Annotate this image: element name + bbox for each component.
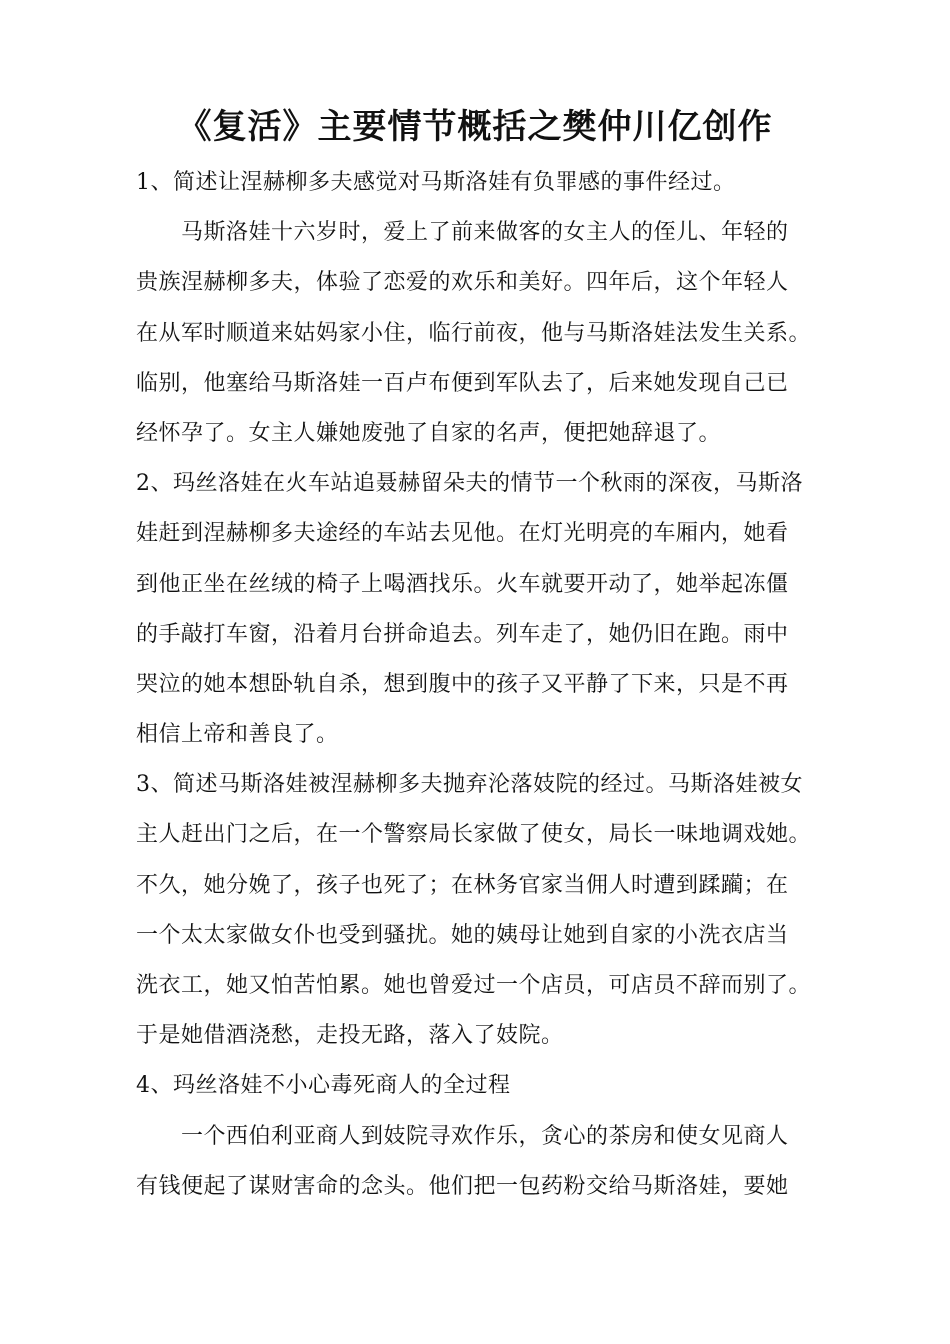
text-line: 马斯洛娃十六岁时，爱上了前来做客的女主人的侄儿、年轻的 (181, 220, 789, 246)
text-line: 主人赶出门之后，在一个警察局长家做了使女，局长一味地调戏她。 (136, 822, 812, 848)
text-line: 哭泣的她本想卧轨自杀，想到腹中的孩子又平静了下来，只是不再 (136, 671, 789, 697)
text-line: 一个太太家做女仆也受到骚扰。她的姨母让她到自家的小洗衣店当 (136, 922, 789, 948)
text-line: 经怀孕了。女主人嫌她废弛了自家的名声，便把她辞退了。 (136, 420, 722, 446)
text-line: 于是她借酒浇愁，走投无路，落入了妓院。 (136, 1023, 564, 1049)
document-body (136, 158, 826, 1212)
text-line: 娃赶到涅赫柳多夫途经的车站去见他。在灯光明亮的车厢内，她看 (136, 521, 789, 547)
text-line: 的手敲打车窗，沿着月台拼命追去。列车走了，她仍旧在跑。雨中 (136, 621, 789, 647)
text-line: 到他正坐在丝绒的椅子上喝酒找乐。火车就要开动了，她举起冻僵 (136, 571, 789, 597)
document-title: 《复活》主要情节概括之樊仲川亿创作 (177, 107, 773, 147)
text-line: 2、玛丝洛娃在火车站追聂赫留朵夫的情节一个秋雨的深夜，马斯洛 (136, 471, 803, 497)
text-line: 3、简述马斯洛娃被涅赫柳多夫抛弃沦落妓院的经过。马斯洛娃被女 (136, 772, 803, 798)
text-line: 在从军时顺道来姑妈家小住，临行前夜，他与马斯洛娃法发生关系。 (136, 320, 812, 346)
text-line: 洗衣工，她又怕苦怕累。她也曾爱过一个店员，可店员不辞而别了。 (136, 973, 812, 998)
text-line: 不久，她分娩了，孩子也死了；在林务官家当佣人时遭到蹂躏；在 (136, 872, 789, 898)
text-line: 4、玛丝洛娃不小心毒死商人的全过程 (136, 1073, 511, 1099)
text-line: 1、简述让涅赫柳多夫感觉对马斯洛娃有负罪感的事件经过。 (136, 170, 736, 195)
text-line: 临别，他塞给马斯洛娃一百卢布便到军队去了，后来她发现自己已 (136, 370, 789, 396)
text-line: 贵族涅赫柳多夫，体验了恋爱的欢乐和美好。四年后，这个年轻人 (136, 270, 789, 296)
text-line: 相信上帝和善良了。 (136, 722, 339, 748)
text-line: 有钱便起了谋财害命的念头。他们把一包药粉交给马斯洛娃，要她 (136, 1173, 789, 1199)
text-line: 一个西伯利亚商人到妓院寻欢作乐，贪心的茶房和使女见商人 (181, 1123, 789, 1149)
